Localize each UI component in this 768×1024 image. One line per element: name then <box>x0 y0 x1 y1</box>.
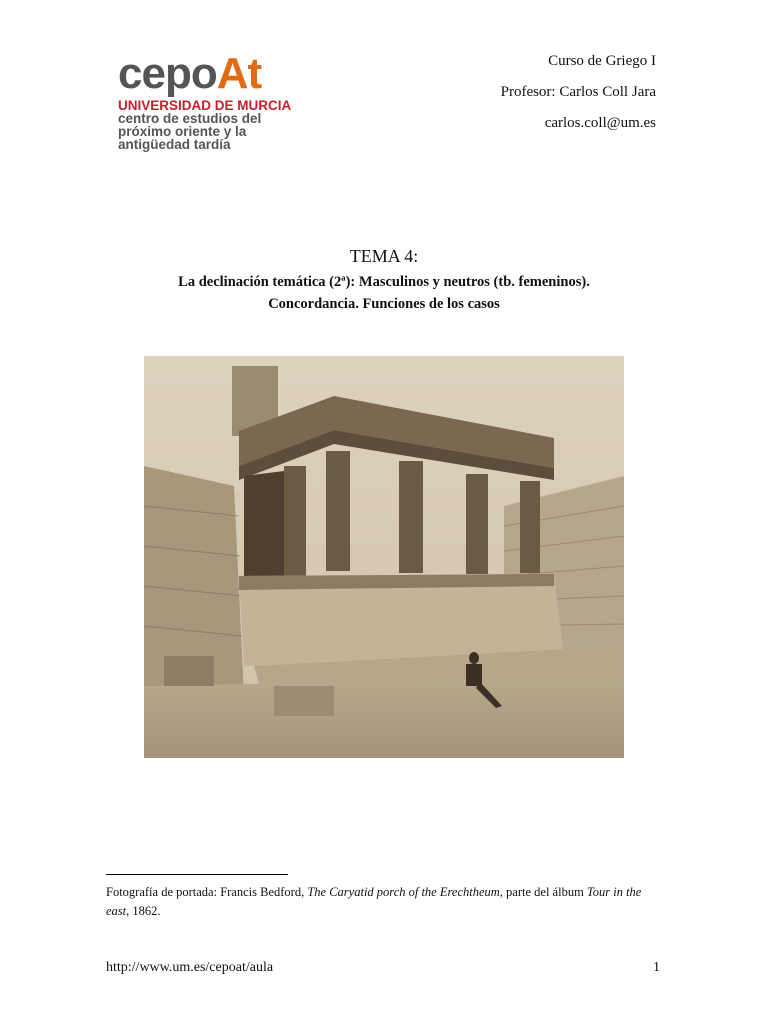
cover-photograph <box>144 356 624 758</box>
professor-name: Profesor: Carlos Coll Jara <box>500 84 656 100</box>
footnote-middle: , parte del álbum <box>499 885 587 899</box>
logo-line-3: antigüedad tardía <box>118 137 231 152</box>
footnote-work-title: The Caryatid porch of the Erechtheum <box>307 885 500 899</box>
logo-line-2: próximo oriente y la <box>118 124 247 139</box>
logo-wordmark <box>118 49 278 98</box>
footnote-prefix: Fotografía de portada: Francis Bedford, <box>106 885 308 899</box>
logo-wordmark-accent: At <box>216 49 262 98</box>
document-title <box>0 246 768 315</box>
professor-email: carlos.coll@um.es <box>544 115 656 131</box>
subtitle-line-2: Concordancia. Funciones de los casos <box>268 296 500 312</box>
cepoat-logo <box>118 49 292 152</box>
footer-url[interactable]: http://www.um.es/cepoat/aula <box>106 960 274 975</box>
page-number: 1 <box>653 960 660 975</box>
subtitle-line-1: La declinación temática (2ª): Masculinos y neutros (tb. femeninos). <box>178 274 590 290</box>
footnote-separator <box>106 874 288 875</box>
course-info <box>501 46 656 139</box>
logo-university: UNIVERSIDAD DE MURCIA <box>118 98 292 113</box>
logo-wordmark-main: cepo <box>118 49 217 98</box>
logo-line-1: centro de estudios del <box>118 111 262 126</box>
course-name: Curso de Griego I <box>548 53 656 69</box>
tema-heading: TEMA 4: <box>349 246 419 266</box>
footnote-suffix: , 1862. <box>126 904 161 918</box>
footnote-album: Tour in the east <box>106 885 642 918</box>
footnote <box>106 883 666 921</box>
